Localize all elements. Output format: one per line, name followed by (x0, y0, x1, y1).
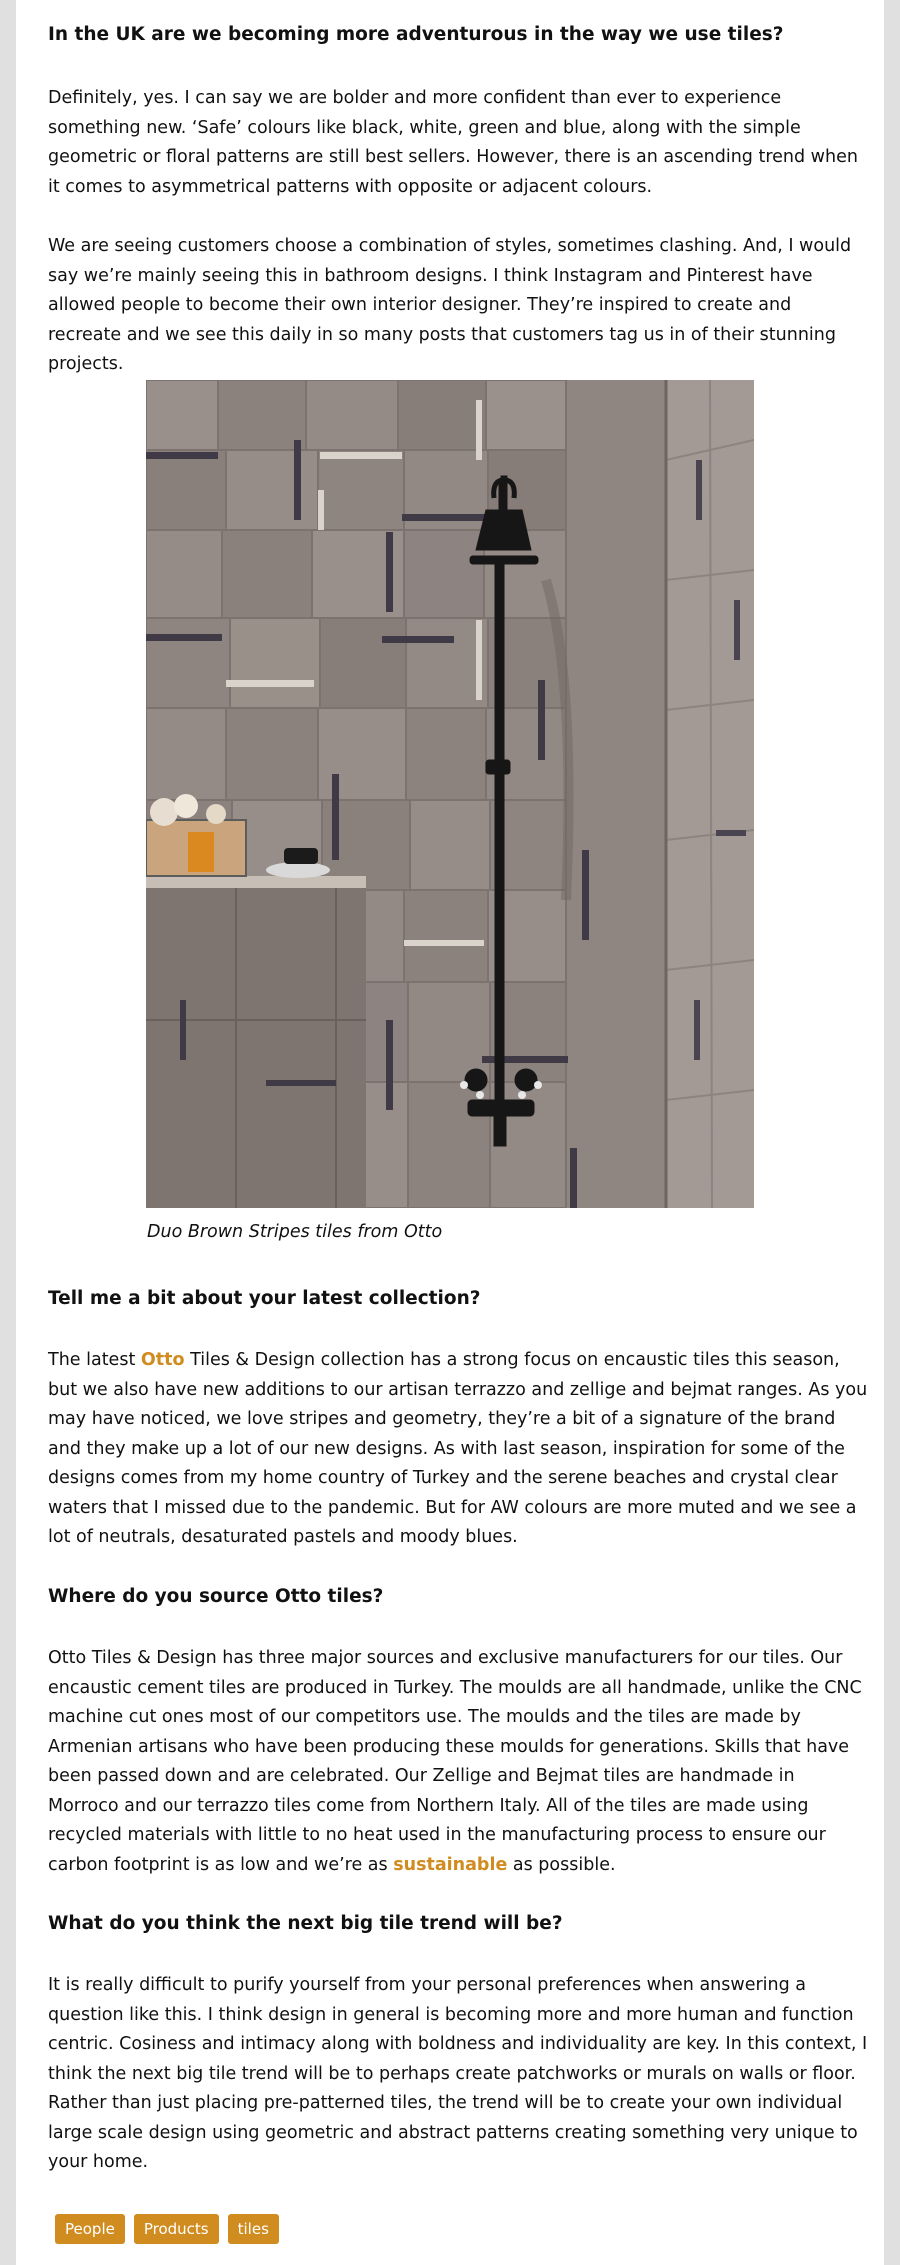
otto-link[interactable]: Otto (140, 1350, 185, 1370)
image-caption: Duo Brown Stripes tiles from Otto (147, 1222, 443, 1242)
answer-paragraph-2: We are seeing customers choose a combination of styles, sometimes clashing. And, I would say we’re mainly seeing this in bathroom designs. I think Instagram and Pinterest have allowed people to become their own interior designer. They’re inspired to create and recreate and we see this daily in so many posts that customers tag us in of their stunning projects. (48, 236, 852, 374)
article-page (16, 0, 884, 2265)
collection-text-end: Tiles & Design collection has a strong focus on encaustic tiles this season, but we also have new additions to our artisan terrazzo and zellige and bejmat ranges. As you may have noticed, we love stripes and geometry, they’re a bit of a signature of the brand and they make up a lot of our new designs. As with last season, inspiration for some of the designs comes from my home country of Turkey and the serene beaches and crystal clear waters that I missed due to the pandemic. But for AW colours are more muted and we see a lot of neutrals, desaturated pastels and moody blues. (48, 1350, 868, 1547)
collection-text-start: The latest (48, 1350, 141, 1370)
tag-people[interactable]: People (55, 2214, 125, 2244)
sustainable-link[interactable]: sustainable (393, 1854, 508, 1875)
question-heading-trend: What do you think the next big tile trend will be? (48, 1913, 563, 1934)
answer-paragraph-trend: It is really difficult to purify yourself from your personal preferences when answering a question like this. I think design in general is becoming more and more human and function centric. Cosiness and intimacy along with boldness and individuality are key. In this context, I think the next big tile trend will be to perhaps create patchworks or murals on walls or floor. Rather than just placing pre-patterned tiles, the trend will be to create your own individual large scale design using geometric and abstract patterns creating something very unique to your home. (48, 1975, 868, 2172)
question-heading-latest-collection: Tell me a bit about your latest collection? (48, 1288, 481, 1309)
answer-paragraph-source (48, 1644, 868, 1880)
shower-tiles-photo (146, 380, 754, 1208)
question-heading-adventurous: In the UK are we becoming more adventurous in the way we use tiles? (48, 24, 784, 45)
question-heading-source: Where do you source Otto tiles? (48, 1586, 384, 1607)
tag-list (55, 2214, 279, 2244)
answer-paragraph-1: Definitely, yes. I can say we are bolder and more confident than ever to experience something new. ‘Safe’ colours like black, white, green and blue, along with the simple geometric or floral patterns are still best sellers. However, there is an ascending trend when it comes to asymmetrical patterns with opposite or adjacent colours. (48, 88, 858, 197)
source-text-end: as possible. (507, 1854, 616, 1875)
source-text-start: Otto Tiles & Design has three major sources and exclusive manufacturers for our tiles. Our encaustic cement tiles are produced in Turkey. The moulds are all handmade, unlike the CNC machine cut ones most of our competitors use. The moulds and the tiles are made by Armenian artisans who have been producing these moulds for generations. Skills that have been passed down and are celebrated. Our Zellige and Bejmat tiles are handmade in Morroco and our terrazzo tiles come from Northern Italy. All of the tiles are made using recycled materials with little to no heat used in the manufacturing process to ensure our carbon footprint is as low and we’re as (48, 1648, 862, 1875)
tag-tiles[interactable]: tiles (228, 2214, 279, 2244)
tag-products[interactable]: Products (134, 2214, 219, 2244)
answer-paragraph-collection (48, 1346, 868, 1553)
